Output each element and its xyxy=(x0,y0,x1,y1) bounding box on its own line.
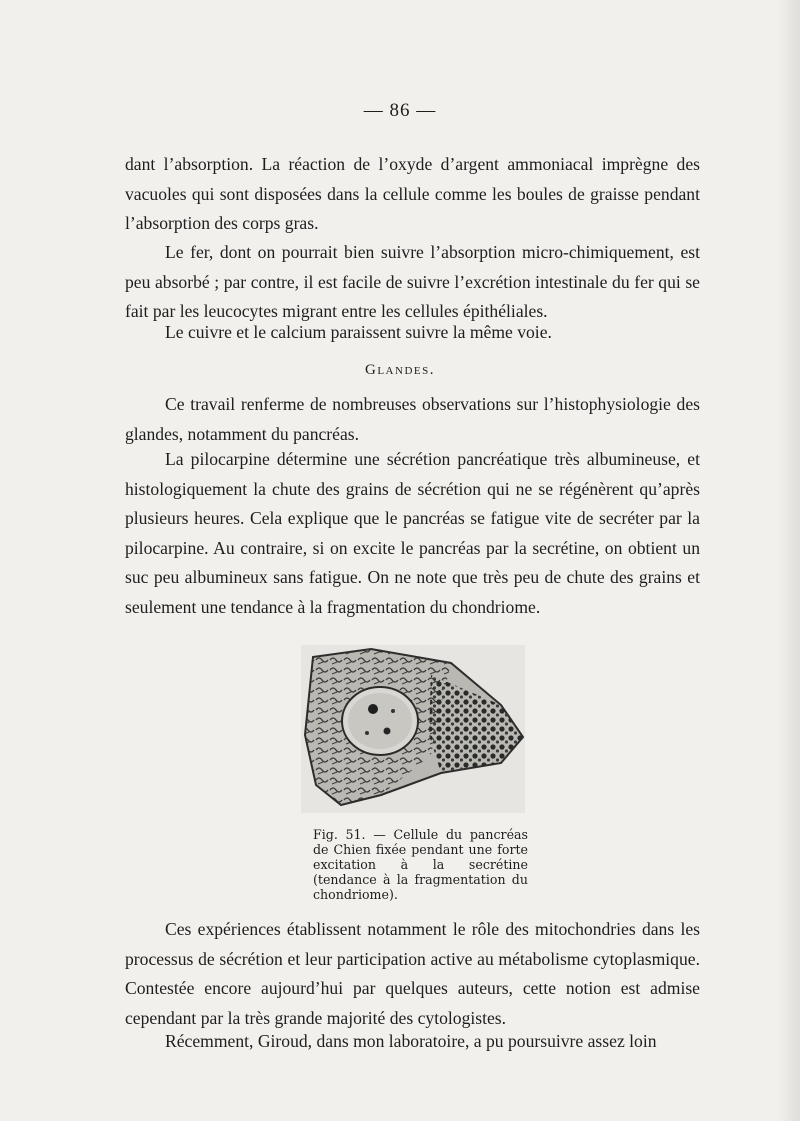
paragraph-pilocarpine: La pilocarpine détermine une sécrétion pancréatique très albumineuse, et histologiquement la chute des grains de sécrétion qui ne se régénèrent qu’après plusieurs heures. Cela explique que le pancréas se fatigue vite de secréter par la pilocarpine. Au contraire, si on excite le pancréas par la secrétine, on obtient un suc peu albumineux sans fatigue. On ne note que très peu de chute des grains et seulement une tendance à la fragmentation du chondriome. xyxy=(125,449,700,617)
paragraph-giroud: Récemment, Giroud, dans mon laboratoire, a pu poursuivre assez loin xyxy=(165,1031,657,1051)
paragraph-iron: Le fer, dont on pourrait bien suivre l’absorption micro-chimiquement, est peu absorbé ; par contre, il est facile de suivre l’excrétion intestinale du fer qui se fait par les leucocytes migrant entre les cellules épithéliales. xyxy=(125,242,700,321)
paragraph-copper-calcium: Le cuivre et le calcium paraissent suivre la même voie. xyxy=(165,322,552,342)
page-edge-shadow xyxy=(778,0,800,1121)
paragraph-mitochondria: Ces expériences établissent notamment le rôle des mitochondries dans les processus de sécrétion et leur participation active au métabolisme cytoplasmique. Contestée encore aujourd’hui par quelques auteurs, cette notion est admise cependant par la très grande majorité des cytologistes. xyxy=(125,919,700,1028)
page-number: — 86 — xyxy=(363,100,437,121)
figure-caption: Fig. 51. — Cellule du pancréas de Chien fixée pendant une forte excitation à la secrétine (tendance à la fragmentation du chondriome). xyxy=(313,827,528,902)
pancreas-cell-illustration xyxy=(301,645,525,813)
section-heading-glandes: Glandes. xyxy=(365,362,435,378)
paragraph-absorption-end: dant l’absorption. La réaction de l’oxyde d’argent ammoniacal imprègne des vacuoles qui sont disposées dans la cellule comme les boules de graisse pendant l’absorption des corps gras. xyxy=(125,154,700,233)
paragraph-glands-intro: Ce travail renferme de nombreuses observations sur l’histophysiologie des glandes, notamment du pancréas. xyxy=(125,394,700,444)
figure-pancreas-cell xyxy=(301,645,525,813)
